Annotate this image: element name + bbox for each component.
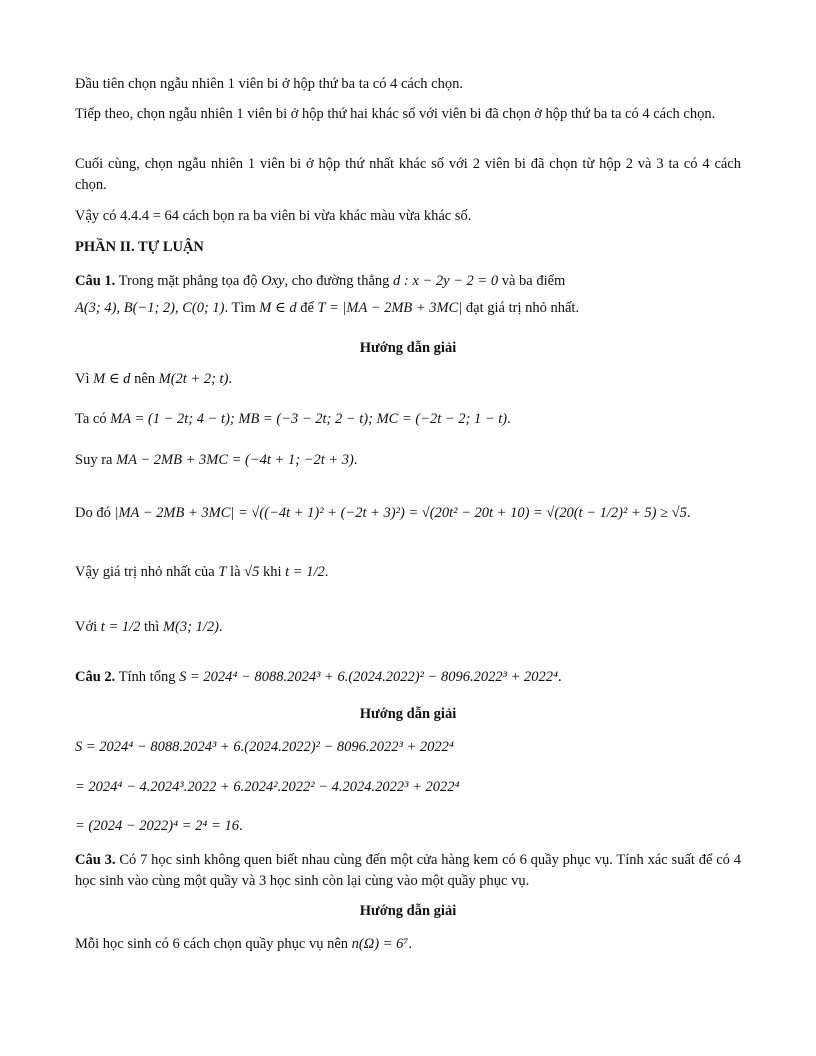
section-title: PHẦN II. TỰ LUẬN <box>75 239 204 255</box>
vector-coordinates: MA = (1 − 2t; 4 − t); MB = (−3 − 2t; 2 − t); MC = (−2t − 2; 1 − t) <box>110 411 508 427</box>
paragraph-intro-2: Tiếp theo, chọn ngẫu nhiên 1 viên bi ở hộp thứ hai khác số với viên bi đã chọn ở hộp thứ ba ta có 4 cách chọn. <box>75 106 716 122</box>
q1-step-2: Ta có MA = (1 − 2t; 4 − t); MB = (−3 − 2t; 2 − t); MC = (−2t − 2; 1 − t). <box>75 411 511 427</box>
sum-expression: S = 2024⁴ − 8088.2024³ + 6.(2024.2022)² − 8096.2022³ + 2022⁴ <box>179 669 559 685</box>
point-m: M(3; 1/2) <box>162 619 219 635</box>
magnitude-derivation: |MA − 2MB + 3MC| = √((−4t + 1)² + (−2t + 3)²) = √(20t² − 20t + 10) = √(20(t − 1/2)² + 5) ≥ √5 <box>114 505 687 521</box>
t-expression: T = |MA − 2MB + 3MC| <box>317 300 463 316</box>
q1-step-4: Do đó |MA − 2MB + 3MC| = √((−4t + 1)² + (−2t + 3)²) = √(20t² − 20t + 10) = √(20(t − 1/2)² + 5) ≥ √5. <box>75 505 691 521</box>
guide-title-3: Hướng dẫn giải <box>359 903 457 919</box>
q1-step-1: Vì M ∈ d nên M(2t + 2; t). <box>75 371 233 387</box>
count-formula: 4.4.4 = 64 <box>120 208 180 224</box>
paragraph-intro-1: Đầu tiên chọn ngẫu nhiên 1 viên bi ở hộp thứ ba ta có 4 cách chọn. <box>75 76 463 92</box>
sample-space-size: n(Ω) = 6⁷ <box>351 936 409 952</box>
minimum-value: √5 <box>244 564 260 580</box>
guide-title-2: Hướng dẫn giải <box>359 706 457 722</box>
question-2: Câu 2. Tính tổng S = 2024⁴ − 8088.2024³ + 6.(2024.2022)² − 8096.2022³ + 2022⁴. <box>75 669 562 685</box>
q1-step-6: Với t = 1/2 thì M(3; 1/2). <box>75 619 223 635</box>
question-1: Câu 1. Trong mặt phẳng tọa độ Oxy, cho đường thẳng d : x − 2y − 2 = 0 và ba điểm A(3; 4), B(−1; 2), C(0; 1). Tìm M ∈ d để T = |MA − 2MB + 3MC| đạt giá trị nhỏ nhất. <box>75 273 580 316</box>
guide-title-1: Hướng dẫn giải <box>359 340 457 356</box>
question-label: Câu 1. <box>75 273 116 289</box>
paragraph-intro-3: Cuối cùng, chọn ngẫu nhiên 1 viên bi ở hộp thứ nhất khác số với 2 viên bi đã chọn từ hộp 2 và 3 ta có 4 cách chọn. <box>75 156 741 193</box>
points-list: A(3; 4), B(−1; 2), C(0; 1) <box>75 300 225 316</box>
vector-sum: MA − 2MB + 3MC = (−4t + 1; −2t + 3) <box>116 452 354 468</box>
q2-step-1: S = 2024⁴ − 8088.2024³ + 6.(2024.2022)² − 8096.2022³ + 2022⁴ <box>75 739 454 755</box>
q1-step-3: Suy ra MA − 2MB + 3MC = (−4t + 1; −2t + 3). <box>75 452 358 468</box>
q2-step-2: = 2024⁴ − 4.2024³.2022 + 6.2024².2022² − 4.2024.2022³ + 2022⁴ <box>75 779 460 795</box>
question-label: Câu 2. <box>75 669 116 685</box>
q3-step-1: Mỗi học sinh có 6 cách chọn quầy phục vụ nên n(Ω) = 6⁷. <box>75 936 412 952</box>
question-3: Câu 3. Có 7 học sinh không quen biết nhau cùng đến một cửa hàng kem có 6 quầy phục vụ. Tính xác suất để có 4 học sinh vào cùng một quầy và 3 học sinh còn lại cùng vào một quầy phục vụ. <box>75 852 742 889</box>
q1-step-5: Vậy giá trị nhỏ nhất của T là √5 khi t = 1/2. <box>75 564 329 580</box>
q2-step-3: = (2024 − 2022)⁴ = 2⁴ = 16. <box>75 818 243 834</box>
question-label: Câu 3. <box>75 852 116 868</box>
paragraph-intro-4: Vậy có 4.4.4 = 64 cách bọn ra ba viên bi vừa khác màu vừa khác số. <box>75 208 472 224</box>
